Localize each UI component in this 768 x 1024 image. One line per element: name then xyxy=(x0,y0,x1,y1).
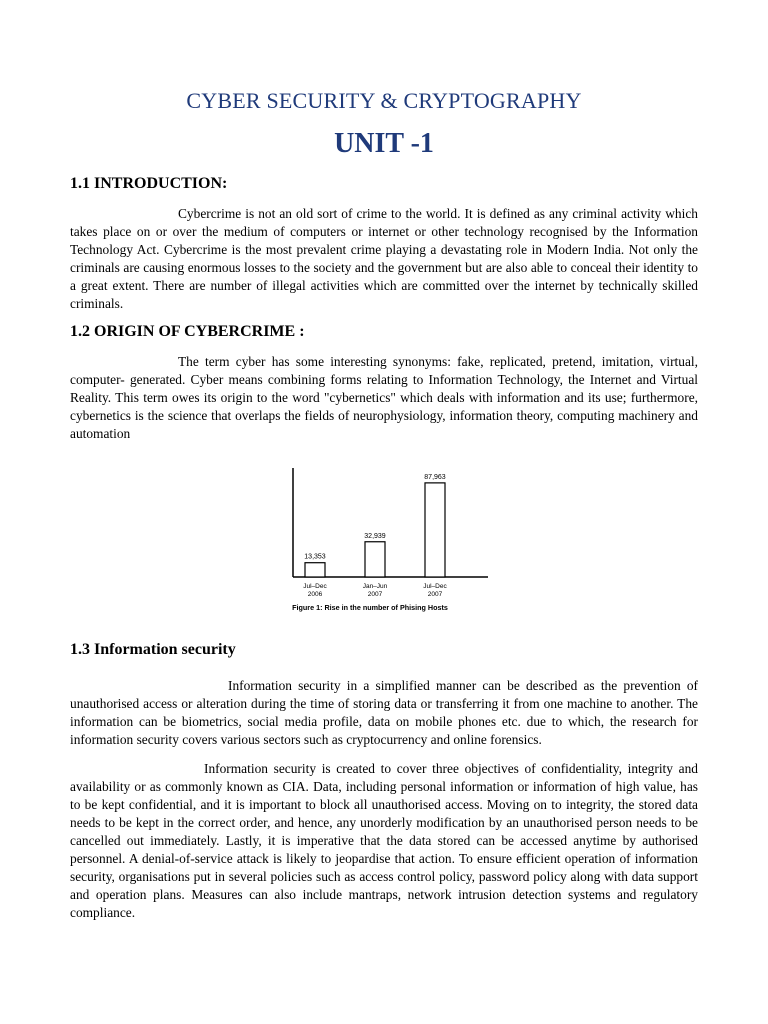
bar-3 xyxy=(425,483,445,577)
introduction-paragraph: Cybercrime is not an old sort of crime to the world. It is defined as any criminal activity which takes place on or over the medium of computers or internet or other technology recognised by the Information Technology Act. Cybercrime is the most prevalent crime playing a devastating role in Modern India. Not only the criminals are causing enormous losses to the society and the government but are also able to conceal their identity to a great extent. There are number of illegal activities which are committed over the internet by technically skilled criminals. xyxy=(70,206,698,311)
unit-title: UNIT -1 xyxy=(334,128,434,159)
origin-paragraph: The term cyber has some interesting synonyms: fake, replicated, pretend, imitation, virtual, computer- generated. Cyber means combining forms relating to Information Technology, the Internet and Virtual Reality. This term owes its origin to the word "cybernetics" which deals with information and its use; furthermore, cybernetics is the science that overlaps the fields of neurophysiology, information theory, computing machinery and automation xyxy=(70,354,698,441)
bar-2 xyxy=(365,542,385,577)
bar-1 xyxy=(305,563,325,577)
section-heading-origin: 1.2 ORIGIN OF CYBERCRIME : xyxy=(70,323,305,340)
section-heading-introduction: 1.1 INTRODUCTION: xyxy=(70,175,228,192)
bar-value-label-1: 13,353 xyxy=(304,553,326,561)
bar-value-label-3: 87,963 xyxy=(424,473,446,481)
information-security-paragraph-1: Information security in a simplified manner can be described as the prevention of unauthorised access or alteration during the time of storing data or transferring it from one machine to another. The information can be biometrics, social media profile, data on mobile phones etc. due to which, the research for information security covers various sectors such as cryptocurrency and online forensics. xyxy=(70,678,698,747)
chart-caption: Figure 1: Rise in the number of Phising Hosts xyxy=(292,603,448,612)
course-title: CYBER SECURITY & CRYPTOGRAPHY xyxy=(186,88,582,113)
section-heading-information-security: 1.3 Information security xyxy=(70,641,236,658)
phishing-hosts-bar-chart xyxy=(290,462,490,622)
x-tick-label-2-line1: Jan–Jun xyxy=(362,583,388,590)
x-tick-label-3-line2: 2007 xyxy=(427,591,443,598)
x-tick-label-1-line1: Jul–Dec xyxy=(303,583,327,590)
x-tick-label-2-line2: 2007 xyxy=(367,591,383,598)
information-security-paragraph-2: Information security is created to cover three objectives of confidentiality, integrity and availability or as commonly known as CIA. Data, including personal information or information of high value, has to be kept confidential, and it is important to block all unauthorised access. Moving on to integrity, the stored data needs to be kept in the correct order, and hence, any unorderly modification by an unauthorised person needs to be cancelled out immediately. Lastly, it is imperative that the data stored can be accessed anytime by authorised personnel. A denial-of-service attack is likely to jeopardise that action. To ensure efficient operation of information security, organisations put in several policies such as access control policy, password policy along with data support and operation plans. Measures can also include mantraps, network intrusion detection systems and regulatory compliance. xyxy=(70,761,698,920)
x-tick-label-1-line2: 2006 xyxy=(307,591,323,598)
bar-value-label-2: 32,939 xyxy=(364,532,386,540)
x-tick-label-3-line1: Jul–Dec xyxy=(423,583,447,590)
